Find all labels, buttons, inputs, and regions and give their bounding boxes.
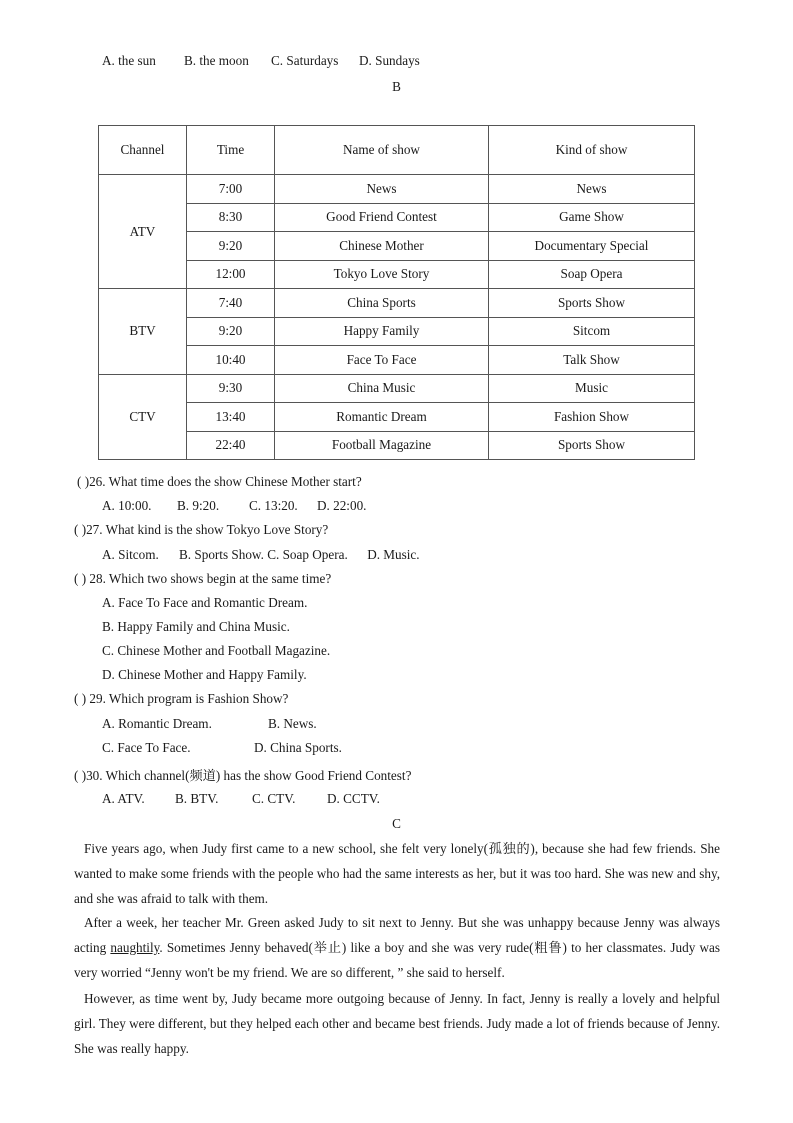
passage-p2-part2: . Sometimes Jenny behaved(举止) like a boy and she was very rude(粗鲁) to her classmates. Judy was very worried “Jenny won't be my friend. We are so different, ” she said to herself.: [74, 939, 720, 980]
table-row: [99, 203, 695, 232]
table-row: [99, 260, 695, 289]
show-name-cell: Happy Family: [275, 317, 489, 346]
table-row: [99, 175, 695, 204]
show-kind-cell: Talk Show: [489, 346, 695, 375]
show-name-cell: Football Magazine: [275, 431, 489, 460]
show-name-cell: Romantic Dream: [275, 403, 489, 432]
passage-p2-part1: After a week, her teacher Mr. Green asked Judy to sit next to Jenny. But she was unhappy because Jenny was always acting: [74, 915, 720, 955]
show-kind-cell: Documentary Special: [489, 232, 695, 261]
table-row: [99, 431, 695, 460]
q28-stem: ( ) 28. Which two shows begin at the same time?: [74, 571, 332, 586]
passage-paragraph-2: [74, 911, 720, 985]
table-row: [99, 403, 695, 432]
q27-stem: ( )27. What kind is the show Tokyo Love Story?: [74, 522, 329, 537]
show-name-cell: Good Friend Contest: [275, 203, 489, 232]
q26-stem: ( )26. What time does the show Chinese Mother start?: [77, 474, 362, 489]
time-cell: 22:40: [187, 431, 275, 460]
passage-paragraph-1: Five years ago, when Judy first came to a new school, she felt very lonely(孤独的), because she had few friends. She wanted to make some friends with the people who had the same interests as her, but it was too hard. She was new and shy, and she was afraid to talk with them.: [74, 841, 720, 906]
time-cell: 9:20: [187, 232, 275, 261]
q25-option-c: C. Saturdays: [271, 53, 339, 68]
q25-option-d: D. Sundays: [359, 53, 420, 68]
time-cell: 7:40: [187, 289, 275, 318]
q28-option-b: B. Happy Family and China Music.: [102, 619, 290, 634]
table-header-row: [99, 126, 695, 175]
show-name-cell: China Sports: [275, 289, 489, 318]
time-cell: 12:00: [187, 260, 275, 289]
q26-option-c: C. 13:20.: [249, 498, 298, 513]
table-row: [99, 232, 695, 261]
tv-schedule-table: [98, 125, 695, 460]
time-cell: 9:20: [187, 317, 275, 346]
table-row: [99, 374, 695, 403]
table-row: [99, 346, 695, 375]
q27-option-c: C. Soap Opera.: [267, 547, 348, 562]
header-kind: Kind of show: [489, 126, 695, 175]
q25-option-a: A. the sun: [102, 53, 156, 68]
section-b-heading: B: [392, 79, 401, 94]
show-kind-cell: Sports Show: [489, 431, 695, 460]
underlined-word: naughtily: [110, 939, 160, 955]
q26-option-a: A. 10:00.: [102, 498, 152, 513]
q29-option-c: C. Face To Face.: [102, 740, 191, 755]
q28-option-a: A. Face To Face and Romantic Dream.: [102, 595, 308, 610]
show-kind-cell: News: [489, 175, 695, 204]
q30-stem: ( )30. Which channel(频道) has the show Good Friend Contest?: [74, 768, 412, 783]
q30-option-d: D. CCTV.: [327, 791, 380, 806]
time-cell: 9:30: [187, 374, 275, 403]
header-name: Name of show: [275, 126, 489, 175]
q27-option-b: B. Sports Show.: [179, 547, 264, 562]
q26-options: [102, 498, 366, 514]
time-cell: 10:40: [187, 346, 275, 375]
show-kind-cell: Fashion Show: [489, 403, 695, 432]
show-name-cell: Face To Face: [275, 346, 489, 375]
show-name-cell: News: [275, 175, 489, 204]
q29-option-b: B. News.: [268, 716, 317, 731]
header-channel: Channel: [99, 126, 187, 175]
channel-cell: BTV: [99, 289, 187, 375]
channel-cell: ATV: [99, 175, 187, 289]
q29-option-d: D. China Sports.: [254, 740, 342, 755]
q26-option-d: D. 22:00.: [317, 498, 367, 513]
q29-option-a: A. Romantic Dream.: [102, 716, 212, 731]
q27-options: [102, 547, 420, 563]
show-kind-cell: Music: [489, 374, 695, 403]
table-row: [99, 317, 695, 346]
show-kind-cell: Sitcom: [489, 317, 695, 346]
q27-option-d: D. Music.: [367, 547, 420, 562]
q29-stem: ( ) 29. Which program is Fashion Show?: [74, 691, 289, 706]
q30-option-b: B. BTV.: [175, 791, 219, 806]
q26-option-b: B. 9:20.: [177, 498, 220, 513]
table-row: [99, 289, 695, 318]
passage-paragraph-3: However, as time went by, Judy became more outgoing because of Jenny. In fact, Jenny is really a lovely and helpful girl. They were different, but they helped each other and became best friends. Judy made a lot of friends because of Jenny. She was really happy.: [74, 991, 720, 1056]
q30-options: [102, 791, 380, 807]
q30-option-c: C. CTV.: [252, 791, 296, 806]
time-cell: 7:00: [187, 175, 275, 204]
show-kind-cell: Soap Opera: [489, 260, 695, 289]
q28-option-d: D. Chinese Mother and Happy Family.: [102, 667, 307, 682]
header-time: Time: [187, 126, 275, 175]
q27-option-a: A. Sitcom.: [102, 547, 159, 562]
q28-option-c: C. Chinese Mother and Football Magazine.: [102, 643, 331, 658]
time-cell: 13:40: [187, 403, 275, 432]
q30-option-a: A. ATV.: [102, 791, 145, 806]
q29-options-row1: [102, 716, 317, 732]
q25-options: [102, 53, 420, 69]
show-name-cell: Tokyo Love Story: [275, 260, 489, 289]
channel-cell: CTV: [99, 374, 187, 460]
q29-options-row2: [102, 740, 342, 756]
show-kind-cell: Game Show: [489, 203, 695, 232]
show-name-cell: China Music: [275, 374, 489, 403]
show-name-cell: Chinese Mother: [275, 232, 489, 261]
q25-option-b: B. the moon: [184, 53, 249, 68]
time-cell: 8:30: [187, 203, 275, 232]
section-c-heading: C: [392, 816, 401, 831]
show-kind-cell: Sports Show: [489, 289, 695, 318]
